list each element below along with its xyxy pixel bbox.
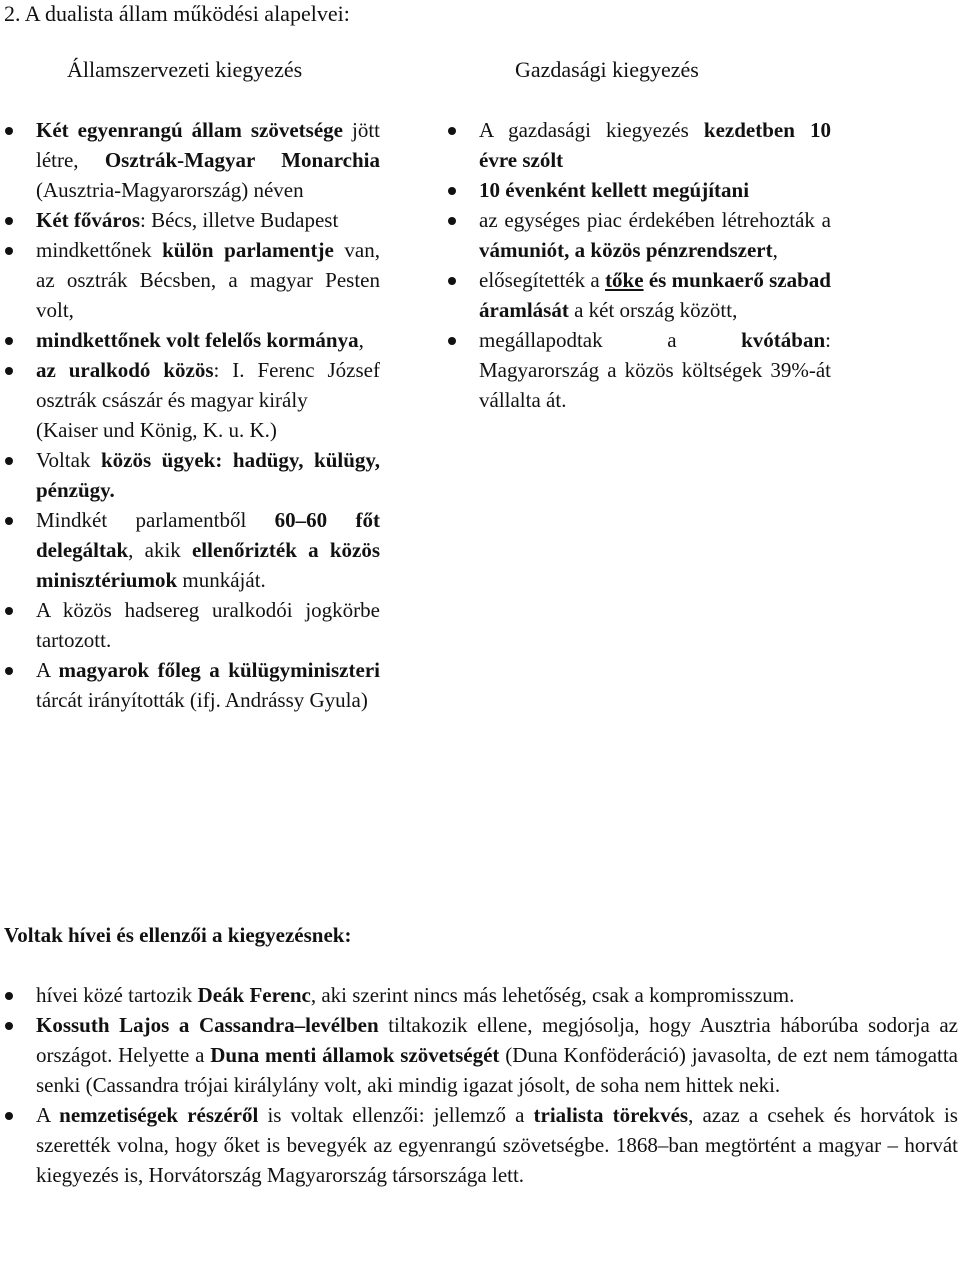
- list-item: A magyarok főleg a külügyminiszteri tárcát irányították (ifj. Andrássy Gyula): [0, 655, 380, 715]
- list-item: A nemzetiségek részéről is voltak ellenzői: jellemző a trialista törekvés, azaz a csehek és horvátok is szerették volna, hogy őket is bevegyék az egyenrangú szövetségbe. 1868–ban megtörtént a magyar – horvát kiegyezés is, Horvátország Magyarország társországa lett.: [0, 1100, 958, 1190]
- list-item: 10 évenként kellett megújítani: [444, 175, 831, 205]
- economic-compromise-list: [444, 115, 831, 415]
- list-item: Kossuth Lajos a Cassandra–levélben tiltakozik ellene, megjósolja, hogy Ausztria háborúba sodorja az országot. Helyette a Duna menti államok szövetségét (Duna Konföderáció) javasolta, de ezt nem támogatta senki (Cassandra trójai királylány volt, aki mindig igazat jósolt, de soha nem hittek neki.: [0, 1010, 958, 1100]
- supporters-section-title: Voltak hívei és ellenzői a kiegyezésnek:: [4, 923, 352, 947]
- list-item: megállapodtak a kvótában: Magyarország a közös költségek 39%-át vállalta át.: [444, 325, 831, 415]
- left-column-title: Államszervezeti kiegyezés: [67, 57, 303, 82]
- list-item: mindkettőnek volt felelős kormánya,: [0, 325, 380, 355]
- right-column-title: Gazdasági kiegyezés: [515, 57, 699, 82]
- state-organization-list: [0, 115, 380, 715]
- list-item: Mindkét parlamentből 60–60 főt delegáltak, akik ellenőrizték a közös minisztériumok munkáját.: [0, 505, 380, 595]
- list-item: Két főváros: Bécs, illetve Budapest: [0, 205, 380, 235]
- list-item: az egységes piac érdekében létrehozták a vámuniót, a közös pénzrendszert,: [444, 205, 831, 265]
- section-heading: 2. A dualista állam működési alapelvei:: [4, 1, 350, 26]
- list-item: hívei közé tartozik Deák Ferenc, aki szerint nincs más lehetőség, csak a kompromisszum.: [0, 980, 958, 1010]
- list-item: Két egyenrangú állam szövetsége jött létre, Osztrák-Magyar Monarchia (Ausztria-Magyarország) néven: [0, 115, 380, 205]
- list-item: az uralkodó közös: I. Ferenc József osztrák császár és magyar király (Kaiser und König, K. u. K.): [0, 355, 380, 445]
- supporters-opponents-list: [0, 980, 958, 1190]
- list-item: A közös hadsereg uralkodói jogkörbe tartozott.: [0, 595, 380, 655]
- list-item: Voltak közös ügyek: hadügy, külügy, pénzügy.: [0, 445, 380, 505]
- list-item: mindkettőnek külön parlamentje van, az osztrák Bécsben, a magyar Pesten volt,: [0, 235, 380, 325]
- list-item: elősegítették a tőke és munkaerő szabad áramlását a két ország között,: [444, 265, 831, 325]
- list-item: A gazdasági kiegyezés kezdetben 10 évre szólt: [444, 115, 831, 175]
